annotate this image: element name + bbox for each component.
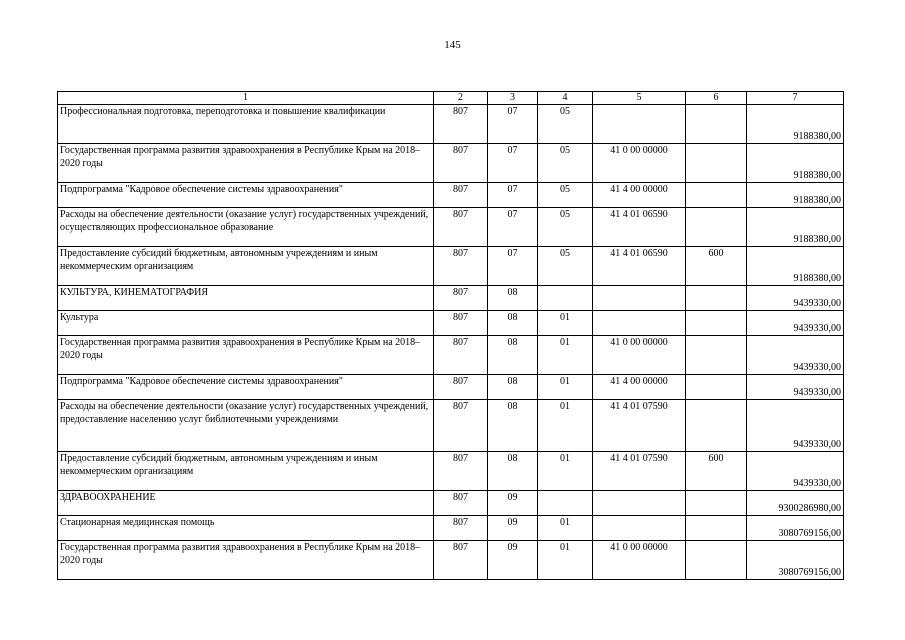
row-subsection-code: 05 [538,144,593,183]
table-row [58,400,844,452]
table-row [58,375,844,400]
row-ved-code: 807 [434,144,488,183]
row-amount: 9439330,00 [747,375,844,400]
row-target-article: 41 4 01 07590 [593,400,686,452]
row-subsection-code: 01 [538,452,593,491]
row-subsection-code [538,286,593,311]
row-target-article: 41 4 01 06590 [593,247,686,286]
row-subsection-code: 01 [538,311,593,336]
row-name: Подпрограмма "Кадровое обеспечение системы здравоохранения" [58,183,434,208]
row-name: Государственная программа развития здравоохранения в Республике Крым на 2018–2020 годы [58,541,434,580]
row-subsection-code: 05 [538,183,593,208]
row-subsection-code: 01 [538,400,593,452]
row-ved-code: 807 [434,247,488,286]
row-ved-code: 807 [434,183,488,208]
row-ved-code: 807 [434,375,488,400]
row-name: Государственная программа развития здравоохранения в Республике Крым на 2018–2020 годы [58,336,434,375]
row-section-code: 09 [488,516,538,541]
row-target-article: 41 4 01 06590 [593,208,686,247]
row-amount: 3080769156,00 [747,516,844,541]
row-amount: 9439330,00 [747,336,844,375]
row-name: Профессиональная подготовка, переподготовка и повышение квалификации [58,105,434,144]
row-section-code: 08 [488,286,538,311]
row-ved-code: 807 [434,105,488,144]
row-amount: 9188380,00 [747,208,844,247]
row-amount: 9188380,00 [747,144,844,183]
header-col-4: 4 [538,92,593,105]
row-amount: 3080769156,00 [747,541,844,580]
row-expense-type [686,541,747,580]
row-expense-type [686,516,747,541]
row-amount: 9188380,00 [747,105,844,144]
row-expense-type [686,336,747,375]
table-row [58,247,844,286]
header-col-2: 2 [434,92,488,105]
row-name: Культура [58,311,434,336]
table-row [58,311,844,336]
table-row [58,491,844,516]
row-amount: 9300286980,00 [747,491,844,516]
row-ved-code: 807 [434,400,488,452]
row-section-code: 08 [488,336,538,375]
row-expense-type [686,311,747,336]
row-name: Предоставление субсидий бюджетным, автономным учреждениям и иным некоммерческим организациям [58,452,434,491]
table-row [58,516,844,541]
row-section-code: 09 [488,491,538,516]
row-amount: 9439330,00 [747,452,844,491]
row-ved-code: 807 [434,491,488,516]
row-name: Предоставление субсидий бюджетным, автономным учреждениям и иным некоммерческим организациям [58,247,434,286]
row-name: Расходы на обеспечение деятельности (оказание услуг) государственных учреждений, предоставление населению услуг библиотечными учреждениями [58,400,434,452]
row-section-code: 09 [488,541,538,580]
row-section-code: 08 [488,400,538,452]
header-col-5: 5 [593,92,686,105]
row-amount: 9188380,00 [747,247,844,286]
table-row [58,541,844,580]
table-row [58,286,844,311]
table-row [58,183,844,208]
row-subsection-code: 05 [538,208,593,247]
row-name: Расходы на обеспечение деятельности (оказание услуг) государственных учреждений, осуществляющих профессиональное образование [58,208,434,247]
row-section-code: 08 [488,375,538,400]
table-row [58,144,844,183]
row-target-article [593,491,686,516]
row-ved-code: 807 [434,541,488,580]
row-name: ЗДРАВООХРАНЕНИЕ [58,491,434,516]
row-amount: 9439330,00 [747,311,844,336]
row-section-code: 08 [488,311,538,336]
header-col-7: 7 [747,92,844,105]
header-col-3: 3 [488,92,538,105]
row-amount: 9439330,00 [747,400,844,452]
row-target-article: 41 0 00 00000 [593,541,686,580]
row-ved-code: 807 [434,336,488,375]
row-amount: 9188380,00 [747,183,844,208]
row-target-article: 41 4 00 00000 [593,183,686,208]
table-row [58,336,844,375]
row-section-code: 07 [488,208,538,247]
row-section-code: 07 [488,144,538,183]
row-expense-type [686,491,747,516]
row-target-article [593,105,686,144]
table-row [58,452,844,491]
row-ved-code: 807 [434,311,488,336]
row-expense-type [686,208,747,247]
row-expense-type: 600 [686,247,747,286]
row-ved-code: 807 [434,516,488,541]
header-row [58,92,844,105]
row-target-article [593,516,686,541]
row-subsection-code: 05 [538,247,593,286]
header-col-6: 6 [686,92,747,105]
row-expense-type [686,400,747,452]
row-expense-type [686,183,747,208]
row-subsection-code: 05 [538,105,593,144]
row-subsection-code: 01 [538,516,593,541]
table-row [58,105,844,144]
row-name: КУЛЬТУРА, КИНЕМАТОГРАФИЯ [58,286,434,311]
row-expense-type [686,144,747,183]
row-subsection-code: 01 [538,541,593,580]
row-expense-type [686,375,747,400]
row-target-article: 41 4 01 07590 [593,452,686,491]
row-subsection-code: 01 [538,336,593,375]
row-section-code: 08 [488,452,538,491]
row-target-article [593,311,686,336]
row-ved-code: 807 [434,208,488,247]
page-number: 145 [444,39,461,51]
row-subsection-code: 01 [538,375,593,400]
row-expense-type: 600 [686,452,747,491]
row-name: Государственная программа развития здравоохранения в Республике Крым на 2018–2020 годы [58,144,434,183]
row-name: Стационарная медицинская помощь [58,516,434,541]
row-target-article: 41 0 00 00000 [593,144,686,183]
row-section-code: 07 [488,183,538,208]
header-col-1: 1 [58,92,434,105]
row-section-code: 07 [488,105,538,144]
budget-table [57,91,844,580]
table-row [58,208,844,247]
row-target-article [593,286,686,311]
row-expense-type [686,105,747,144]
row-subsection-code [538,491,593,516]
row-ved-code: 807 [434,452,488,491]
row-target-article: 41 4 00 00000 [593,375,686,400]
row-ved-code: 807 [434,286,488,311]
row-name: Подпрограмма "Кадровое обеспечение системы здравоохранения" [58,375,434,400]
row-target-article: 41 0 00 00000 [593,336,686,375]
row-section-code: 07 [488,247,538,286]
row-expense-type [686,286,747,311]
row-amount: 9439330,00 [747,286,844,311]
